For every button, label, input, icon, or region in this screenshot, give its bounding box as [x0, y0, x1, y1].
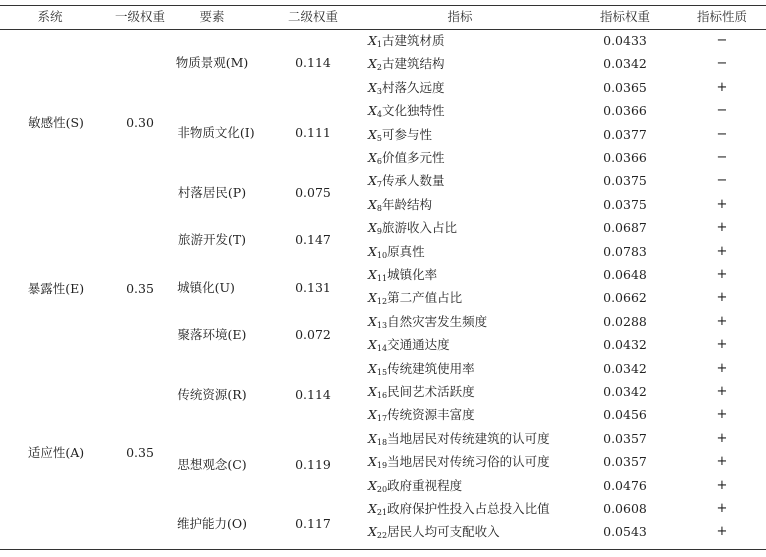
indicator-nature: +: [716, 197, 728, 212]
indicator-symbol: X: [368, 384, 377, 399]
indicator-name: [368, 525, 500, 539]
indicator-nature: +: [716, 478, 728, 493]
system-name: 暴露性(E): [27, 281, 85, 296]
factor-weight: 0.075: [295, 185, 331, 200]
indicator-name: [368, 479, 462, 493]
bottom-rule: [0, 549, 766, 550]
indicator-symbol: X: [368, 454, 377, 469]
factor-weight: 0.117: [295, 516, 331, 531]
indicator-weight: 0.0342: [603, 361, 647, 376]
indicator-nature: −: [716, 173, 728, 188]
indicator-name: [368, 315, 487, 329]
indicator-nature: +: [716, 244, 728, 259]
indicator-nature: +: [716, 407, 728, 422]
indicator-nature: −: [716, 56, 728, 71]
indicator-weight: 0.0366: [603, 103, 647, 118]
indicator-symbol: X: [368, 33, 377, 48]
indicator-nature: +: [716, 501, 728, 516]
indicator-subscript: 19: [376, 461, 388, 470]
indicator-symbol: X: [368, 127, 377, 142]
indicator-symbol: X: [368, 478, 377, 493]
indicator-label: 价值多元性: [382, 150, 445, 165]
indicator-subscript: 9: [376, 227, 382, 236]
indicator-subscript: 12: [376, 297, 388, 306]
indicator-weight: 0.0357: [603, 454, 647, 469]
indicator-symbol: X: [368, 80, 377, 95]
top-rule: [0, 5, 766, 6]
factor-name: 思想观念(C): [177, 457, 247, 472]
indicator-symbol: X: [368, 361, 377, 376]
factor-name: 聚落环境(E): [177, 327, 247, 342]
indicator-symbol: X: [368, 431, 377, 446]
indicator-label: 自然灾害发生频度: [387, 314, 488, 329]
indicator-label: 政府保护性投入占总投入比值: [387, 501, 550, 516]
indicator-weight: 0.0366: [603, 150, 647, 165]
indicator-label: 可参与性: [382, 127, 433, 142]
indicator-name: [368, 81, 445, 95]
indicator-symbol: X: [368, 173, 377, 188]
header-factor: 要素: [199, 9, 225, 24]
indicator-label: 村落久远度: [382, 80, 445, 95]
indicator-weight: 0.0476: [603, 478, 647, 493]
indicator-label: 原真性: [387, 244, 425, 259]
indicator-label: 文化独特性: [382, 103, 445, 118]
factor-weight: 0.072: [295, 327, 331, 342]
indicator-label: 第二产值占比: [387, 290, 463, 305]
indicator-symbol: X: [368, 197, 377, 212]
indicator-weight: 0.0342: [603, 384, 647, 399]
indicator-symbol: X: [368, 220, 377, 235]
indicator-subscript: 7: [376, 180, 382, 189]
indicator-nature: −: [716, 33, 728, 48]
indicator-subscript: 2: [376, 63, 382, 72]
indicator-label: 旅游收入占比: [382, 220, 458, 235]
indicator-weight: 0.0456: [603, 407, 647, 422]
indicator-name: [368, 385, 475, 399]
header-rule: [0, 29, 766, 30]
indicator-weight: 0.0662: [603, 290, 647, 305]
indicator-name: [368, 245, 425, 259]
indicator-subscript: 3: [376, 87, 382, 96]
indicator-label: 民间艺术活跃度: [387, 384, 475, 399]
indicator-weight: 0.0365: [603, 80, 647, 95]
indicator-label: 传承人数量: [382, 173, 445, 188]
indicator-nature: −: [716, 150, 728, 165]
indicator-weight: 0.0375: [603, 173, 647, 188]
indicator-weight: 0.0288: [603, 314, 647, 329]
indicator-label: 传统建筑使用率: [387, 361, 475, 376]
indicator-subscript: 22: [376, 531, 388, 540]
indicator-name: [368, 502, 550, 516]
indicator-subscript: 20: [376, 485, 388, 494]
indicator-name: [368, 408, 475, 422]
factor-name: 非物质文化(I): [177, 125, 255, 140]
factor-name: 维护能力(O): [176, 516, 248, 531]
indicator-nature: +: [716, 314, 728, 329]
factor-weight: 0.111: [295, 125, 331, 140]
system-weight: 0.35: [126, 445, 154, 460]
indicator-symbol: X: [368, 524, 377, 539]
header-indicator-nature: 指标性质: [696, 9, 748, 24]
header-level1-weight: 一级权重: [114, 9, 166, 24]
indicator-name: [368, 104, 445, 118]
indicator-subscript: 1: [376, 40, 382, 49]
indicator-label: 传统资源丰富度: [387, 407, 475, 422]
factor-weight: 0.131: [295, 280, 331, 295]
indicator-nature: +: [716, 384, 728, 399]
indicator-subscript: 11: [376, 274, 388, 283]
indicator-name: [368, 432, 550, 446]
indicator-label: 居民人均可支配收入: [387, 524, 500, 539]
indicator-name: [368, 128, 432, 142]
indicator-weight: 0.0608: [603, 501, 647, 516]
indicator-nature: +: [716, 267, 728, 282]
factor-weight: 0.114: [295, 387, 331, 402]
factor-name: 传统资源(R): [177, 387, 247, 402]
system-weight: 0.35: [126, 281, 154, 296]
indicator-nature: +: [716, 431, 728, 446]
indicator-nature: −: [716, 127, 728, 142]
header-level2-weight: 二级权重: [287, 9, 339, 24]
indicator-weight: 0.0432: [603, 337, 647, 352]
indicator-name: [368, 268, 437, 282]
indicator-nature: +: [716, 80, 728, 95]
header-system: 系统: [37, 9, 63, 24]
indicator-nature: +: [716, 220, 728, 235]
indicator-name: [368, 338, 450, 352]
factor-name: 城镇化(U): [177, 280, 235, 295]
factor-weight: 0.147: [295, 232, 331, 247]
indicator-weight: 0.0783: [603, 244, 647, 259]
indicator-subscript: 10: [376, 251, 388, 260]
indicator-symbol: X: [368, 244, 377, 259]
indicator-nature: +: [716, 454, 728, 469]
factor-name: 旅游开发(T): [177, 232, 247, 247]
indicator-symbol: X: [368, 337, 377, 352]
indicator-subscript: 17: [376, 414, 388, 423]
indicator-label: 城镇化率: [387, 267, 438, 282]
indicator-weight: 0.0433: [603, 33, 647, 48]
factor-name: 村落居民(P): [177, 185, 247, 200]
indicator-name: [368, 455, 550, 469]
indicator-weight: 0.0543: [603, 524, 647, 539]
system-weight: 0.30: [126, 115, 154, 130]
indicator-nature: −: [716, 103, 728, 118]
indicator-weight: 0.0357: [603, 431, 647, 446]
factor-name: 物质景观(M): [175, 55, 249, 70]
indicator-name: [368, 198, 432, 212]
indicator-subscript: 13: [376, 321, 388, 330]
indicator-name: [368, 151, 445, 165]
header-indicator: 指标: [447, 9, 473, 24]
indicator-subscript: 21: [376, 508, 388, 517]
indicator-weight: 0.0375: [603, 197, 647, 212]
indicator-name: [368, 34, 445, 48]
indicator-name: [368, 362, 475, 376]
indicator-weight: 0.0687: [603, 220, 647, 235]
indicator-symbol: X: [368, 103, 377, 118]
indicator-label: 古建筑材质: [382, 33, 445, 48]
indicator-label: 当地居民对传统习俗的认可度: [387, 454, 550, 469]
indicator-subscript: 15: [376, 368, 388, 377]
indicator-weight: 0.0648: [603, 267, 647, 282]
indicator-label: 当地居民对传统建筑的认可度: [387, 431, 550, 446]
factor-weight: 0.114: [295, 55, 331, 70]
indicator-label: 政府重视程度: [387, 478, 463, 493]
indicator-nature: +: [716, 337, 728, 352]
indicator-weight: 0.0342: [603, 56, 647, 71]
indicator-name: [368, 291, 462, 305]
indicator-label: 古建筑结构: [382, 56, 445, 71]
indicator-label: 年龄结构: [382, 197, 433, 212]
indicator-symbol: X: [368, 267, 377, 282]
indicator-nature: +: [716, 290, 728, 305]
indicator-symbol: X: [368, 56, 377, 71]
indicator-name: [368, 57, 445, 71]
indicator-subscript: 4: [376, 110, 382, 119]
indicator-name: [368, 174, 445, 188]
indicator-label: 交通通达度: [387, 337, 450, 352]
indicator-subscript: 6: [376, 157, 382, 166]
indicator-symbol: X: [368, 314, 377, 329]
indicator-symbol: X: [368, 290, 377, 305]
indicator-symbol: X: [368, 501, 377, 516]
header-indicator-weight: 指标权重: [599, 9, 651, 24]
indicator-weight: 0.0377: [603, 127, 647, 142]
indicator-subscript: 5: [376, 134, 382, 143]
indicator-symbol: X: [368, 407, 377, 422]
indicator-subscript: 16: [376, 391, 388, 400]
indicator-symbol: X: [368, 150, 377, 165]
system-name: 敏感性(S): [28, 115, 84, 130]
indicator-nature: +: [716, 524, 728, 539]
indicator-subscript: 14: [376, 344, 388, 353]
indicator-nature: +: [716, 361, 728, 376]
system-name: 适应性(A): [27, 445, 85, 460]
indicator-name: [368, 221, 457, 235]
indicator-subscript: 8: [376, 204, 382, 213]
factor-weight: 0.119: [295, 457, 331, 472]
indicator-subscript: 18: [376, 438, 388, 447]
